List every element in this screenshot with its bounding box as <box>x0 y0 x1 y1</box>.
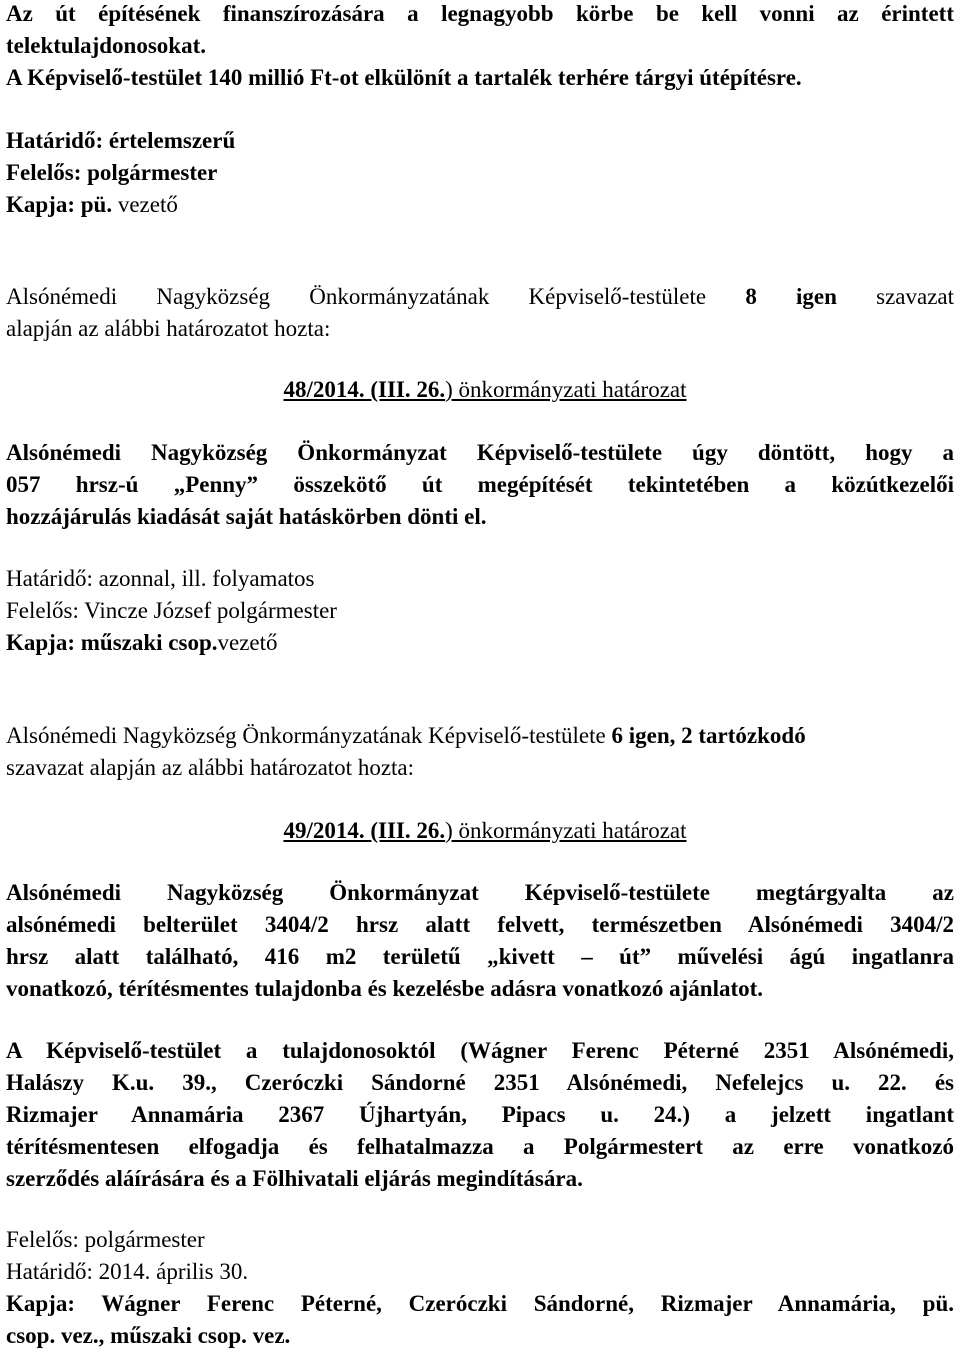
resolution-49-p2-line: térítésmentesen elfogadja és felhatalmazza a Polgármestert az erre vonatkozó <box>6 1134 954 1159</box>
resolution-49-number: 49/2014. (III. 26. <box>283 818 446 843</box>
responsible-49: Felelős: polgármester <box>6 1227 205 1252</box>
resolution-48-number: 48/2014. (III. 26. <box>283 377 446 402</box>
deadline-49: Határidő: 2014. április 30. <box>6 1259 249 1284</box>
resolution-49-title-rest: ) önkormányzati határozat <box>445 818 687 843</box>
recipient-1-rest: vezető <box>112 192 178 217</box>
vote-1-count: 8 igen <box>745 284 837 309</box>
responsible-1: Felelős: polgármester <box>6 160 218 185</box>
deadline-48: Határidő: azonnal, ill. folyamatos <box>6 566 315 591</box>
resolution-48-line-2: 057 hrsz-ú „Penny” összekötő út megépítését tekintetében a közútkezelői <box>6 472 954 497</box>
recipient-48 <box>6 627 278 659</box>
resolution-49-p1-line: hrsz alatt található, 416 m2 területű „kivett – út” művelési ágú ingatlanra <box>6 944 954 969</box>
resolution-49-p2-line: szerződés aláírására és a Fölhivatali eljárás megindítására. <box>6 1166 583 1191</box>
resolution-48-line-1: Alsónémedi Nagyközség Önkormányzat Képviselő-testülete úgy döntött, hogy a <box>6 440 954 465</box>
vote-1-text: Alsónémedi Nagyközség Önkormányzatának Képviselő-testülete <box>6 284 746 309</box>
intro-line-2: telektulajdonosokat. <box>6 33 206 58</box>
vote-1-tail: szavazat <box>836 284 955 309</box>
resolution-48-title <box>0 374 960 406</box>
vote-2-count: 6 igen, 2 tartózkodó <box>611 723 806 748</box>
resolution-49-p1-line: vonatkozó, térítésmentes tulajdonba és kezelésbe adásra vonatkozó ajánlatot. <box>6 976 764 1001</box>
resolution-49-p1-line: Alsónémedi Nagyközség Önkormányzat Képviselő-testülete megtárgyalta az <box>6 880 954 905</box>
recipient-48-bold: Kapja: műszaki csop. <box>6 630 218 655</box>
resolution-49-title <box>0 815 960 847</box>
responsible-48: Felelős: Vincze József polgármester <box>6 598 337 623</box>
vote-1-line-1 <box>6 281 954 313</box>
vote-1-line-2: alapján az alábbi határozatot hozta: <box>6 316 331 341</box>
intro-line-1: Az út építésének finanszírozására a legnagyobb körbe be kell vonni az érintett <box>6 1 954 26</box>
deadline-1: Határidő: értelemszerű <box>6 128 236 153</box>
resolution-48-line-3: hozzájárulás kiadását saját hatáskörben dönti el. <box>6 504 487 529</box>
vote-2-line-1 <box>6 720 806 752</box>
resolution-49-p2-line: A Képviselő-testület a tulajdonosoktól (Wágner Ferenc Péterné 2351 Alsónémedi, <box>6 1038 954 1063</box>
vote-2-text: Alsónémedi Nagyközség Önkormányzatának Képviselő-testülete <box>6 723 612 748</box>
resolution-49-p2-line: Rizmajer Annamária 2367 Újhartyán, Pipacs u. 24.) a jelzett ingatlant <box>6 1102 954 1127</box>
recipient-49-line-1: Kapja: Wágner Ferenc Péterné, Czeróczki Sándorné, Rizmajer Annamária, pü. <box>6 1291 954 1316</box>
recipient-1-prefix: Kapja: pü. <box>6 192 113 217</box>
intro-line-3: A Képviselő-testület 140 millió Ft-ot elkülönít a tartalék terhére tárgyi útépítésre. <box>6 65 802 90</box>
resolution-49-p2-line: Halászy K.u. 39., Czeróczki Sándorné 2351 Alsónémedi, Nefelejcs u. 22. és <box>6 1070 954 1095</box>
resolution-48-title-rest: ) önkormányzati határozat <box>445 377 687 402</box>
recipient-49-line-2: csop. vez., műszaki csop. vez. <box>6 1323 291 1348</box>
recipient-1 <box>6 189 178 221</box>
recipient-48-rest: vezető <box>217 630 278 655</box>
resolution-49-p1-line: alsónémedi belterület 3404/2 hrsz alatt felvett, természetben Alsónémedi 3404/2 <box>6 912 954 937</box>
vote-2-line-2: szavazat alapján az alábbi határozatot hozta: <box>6 755 415 780</box>
